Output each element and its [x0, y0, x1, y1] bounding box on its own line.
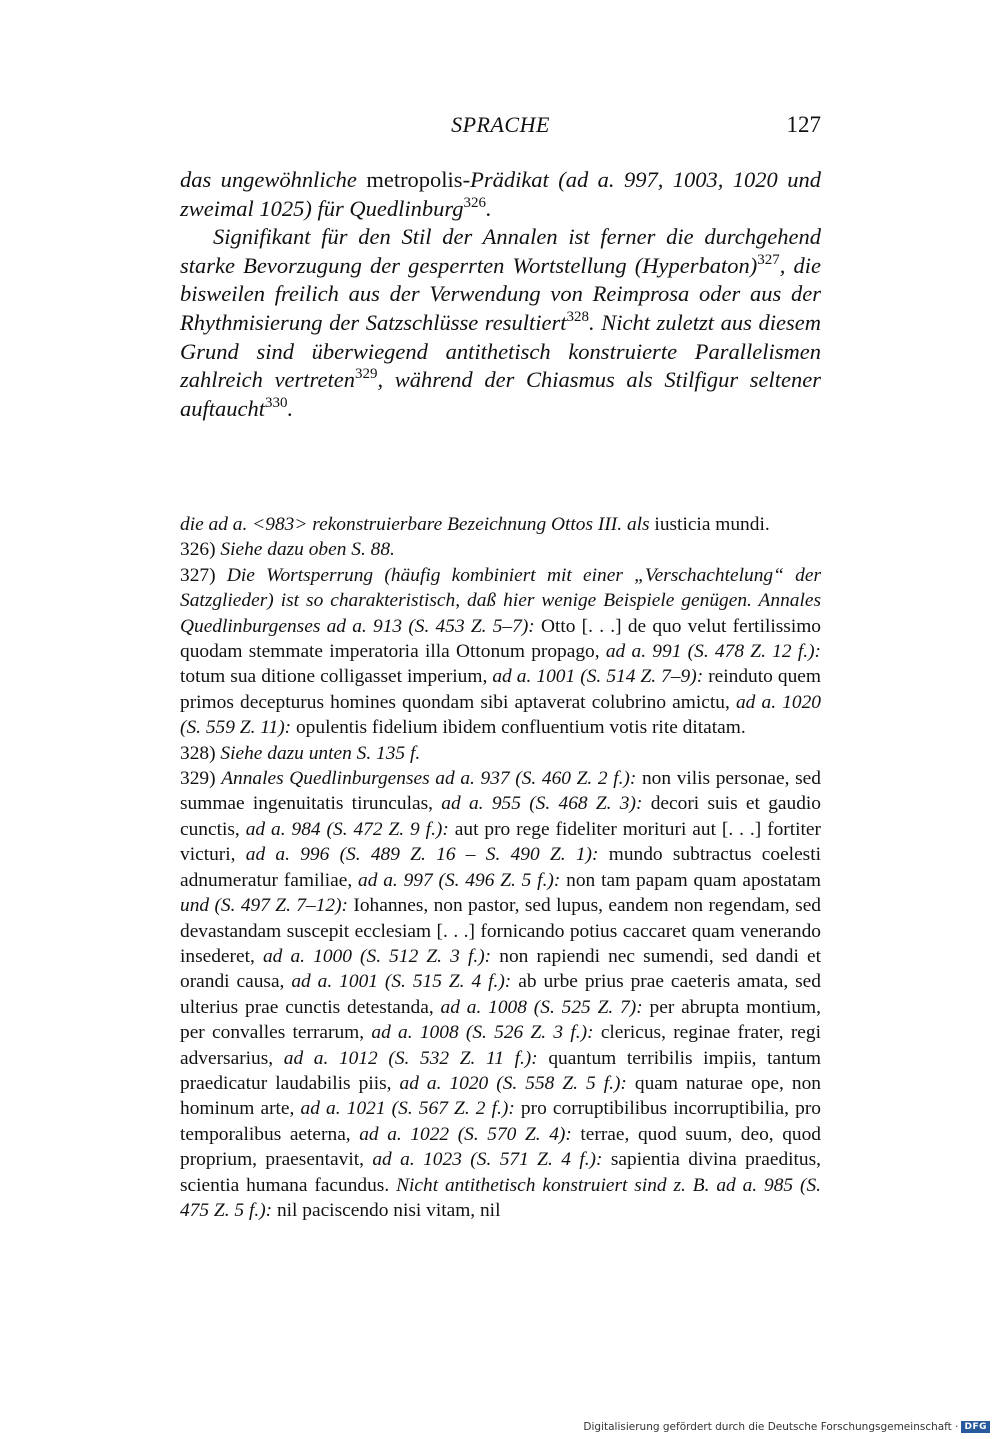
main-text [180, 166, 821, 423]
footnote-ref[interactable]: 326 [463, 194, 487, 211]
paragraph-1: das ungewöhnliche metropolis-Prädikat (ad a. 997, 1003, 1020 und zweimal 1025) für Quedlinburg$^{326}$. [180, 167, 821, 221]
latin-term: metropolis [366, 167, 463, 192]
footnote-number: 326) [180, 539, 221, 561]
footnote-328: 328) Siehe dazu unten S. 135 f. [180, 742, 421, 764]
footnote-329: 329) Annales Quedlinburgenses ad a. 937 (S. 460 Z. 2 f.): non vilis personae, sed summae ingenuitatis tirunculas, ad a. 955 (S. 468 Z. 3): decori suis et gaudio cunctis, ad a. 984 (S. 472 Z. 9 f.): aut pro rege fideliter morituri aut [. . .] fortiter victuri, ad a. 996 (S. 489 Z. 16 – S. 490 Z. 1): mundo subtractus coelesti adnumeratur familiae, ad a. 997 (S. 496 Z. 5 f.): non tam papam quam apostatam und (S. 497 Z. 7–12): Iohannes, non pastor, sed lupus, eandem non regendam, sed devastandam suscepit ecclesiam [. . .] fornicando potius caccaret quam venerando insederet, ad a. 1000 (S. 512 Z. 3 f.): non rapiendi nec sumendi, sed dandi et orandi causa, ad a. 1001 (S. 515 Z. 4 f.): ab urbe prius prae caeteris amata, sed ulterius prae cunctis detestanda, ad a. 1008 (S. 525 Z. 7): per abrupta montium, per convalles terrarum, ad a. 1008 (S. 526 Z. 3 f.): clericus, reginae frater, regi adversarius, ad a. 1012 (S. 532 Z. 11 f.): quantum terribilis impiis, tantum praedicatur laudabilis piis, ad a. 1020 (S. 558 Z. 5 f.): quam naturae ope, non hominum arte, ad a. 1021 (S. 567 Z. 2 f.): pro corruptibilibus incorruptibilia, pro temporalibus aeterna, ad a. 1022 (S. 570 Z. 4): terrae, quod suum, deo, quod proprium, praesentavit, ad a. 1023 (S. 571 Z. 4 f.): sapientia divina praeditus, scientia humana facundus. Nicht antithetisch konstruiert sind z. B. ad a. 985 (S. 475 Z. 5 f.): nil paciscendo nisi vitam, nil [180, 768, 822, 1221]
funding-note: Digitalisierung gefördert durch die Deutsche Forschungsgemeinschaft · [583, 1421, 959, 1433]
footnote-continuation: die ad a. <983> rekonstruierbare Bezeichnung Ottos III. als iusticia mundi. [180, 514, 770, 535]
footnote-ref[interactable]: 328 [566, 308, 589, 325]
footnote-number: 329) [180, 768, 222, 790]
page-number: 127 [786, 112, 821, 137]
footnote-ref[interactable]: 330 [265, 394, 288, 411]
footnote-ref[interactable]: 327 [757, 251, 780, 268]
footnote-number: 328) [180, 742, 221, 764]
footnote-number: 327) [180, 564, 227, 586]
footnote-327: 327) Die Wortsperrung (häufig kombiniert mit einer „Verschachtelung“ der Satzglieder) ist so charakteristisch, daß hier wenige Beispiele genügen. Annales Quedlinburgenses ad a. 913 (S. 453 Z. 5–7): Otto [. . .] de quo velut fertilissimo quodam stemmate imperatoria illa Ottonum propago, ad a. 991 (S. 478 Z. 12 f.): totum sua ditione colligasset imperium, ad a. 1001 (S. 514 Z. 7–9): reinduto quem primos decepturus homines quondam sibi aptaverat colubrino amictu, ad a. 1020 (S. 559 Z. 11): opulentis fidelium ibidem confluentium votis rite ditatam. [180, 564, 821, 739]
running-title: SPRACHE [451, 112, 550, 137]
footnotes [180, 512, 821, 1223]
page-header [180, 112, 821, 144]
footnote-326: 326) Siehe dazu oben S. 88. [180, 539, 395, 561]
paragraph-2: Signifikant für den Stil der Annalen ist ferner die durchgehend starke Bevorzugung der gesperrten Wortstellung (Hyperbaton)$^{327}$, die bisweilen freilich aus der Verwendung von Reimprosa oder aus der Rhythmisierung der Satzschlüsse resultiert$^{328}$. Nicht zuletzt aus diesem Grund sind überwiegend antithetisch konstruierte Parallelismen zahlreich vertreten$^{329}$, während der Chiasmus als Stilfigur seltener auftaucht$^{330}$. [180, 224, 822, 421]
digitization-footer [583, 1421, 990, 1433]
dfg-logo: DFG [961, 1421, 990, 1433]
footnote-ref[interactable]: 329 [354, 366, 378, 383]
